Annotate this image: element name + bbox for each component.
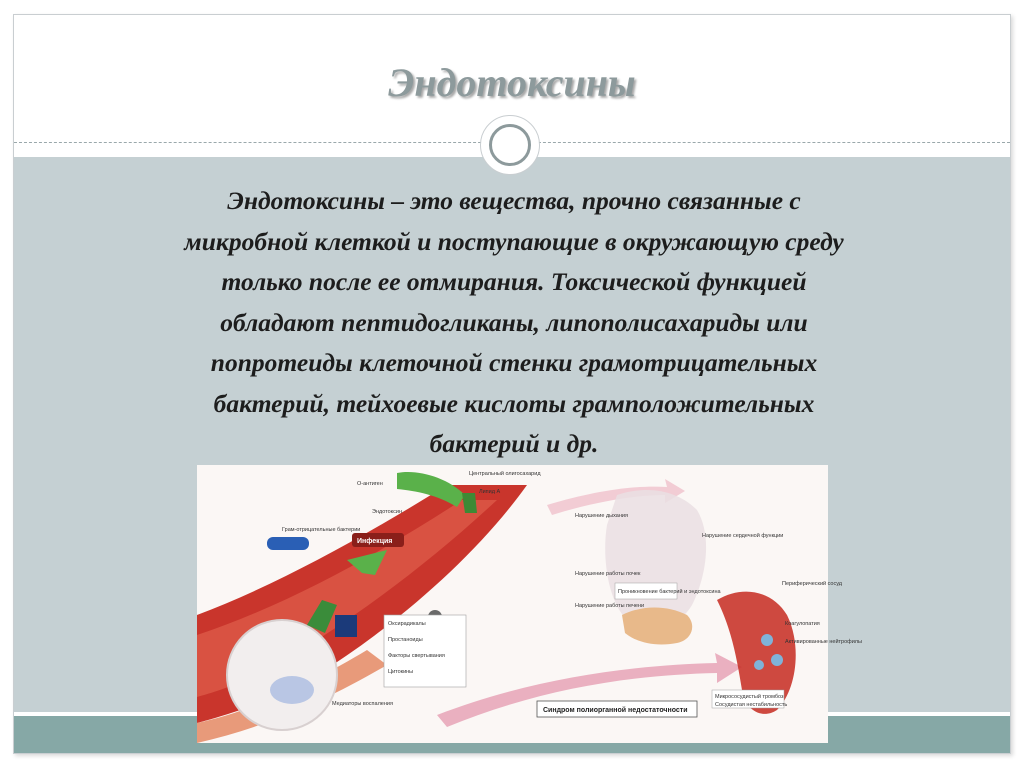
peripheral-vessel-label: Периферический сосуд [782, 581, 843, 587]
penetration-label: Проникновение бактерий и эндотоксина [618, 589, 721, 595]
receptor-label-box [335, 615, 357, 637]
heart-label: Нарушение сердечной функции [702, 533, 784, 539]
slide-title: Эндотоксины [388, 60, 636, 105]
kidney-label: Нарушение работы почек [575, 571, 641, 577]
infection-label: Инфекция [357, 538, 393, 545]
coagulation-label: Коагулопатия [785, 621, 820, 627]
paragraph-line: бактерий, тейхоевые кислоты грамположительных [213, 388, 815, 418]
gram-negative-label: Грам-отрицательные бактерии [282, 527, 361, 533]
illustration-svg [197, 465, 862, 743]
paragraph-line: обладают пептидогликаны, липополисахариды или [220, 307, 808, 337]
liver-label: Нарушение работы печени [575, 603, 645, 609]
mediators-label: Медиаторы воспаления [332, 701, 393, 707]
circle-ring [489, 124, 531, 166]
intestine-shape [622, 608, 692, 645]
microthrombus-label: Микрососудистый тромбоз [715, 694, 784, 700]
paragraph-line: микробной клеткой и поступающие в окружающую среду [184, 226, 844, 256]
cytokines-label: Цитокины [388, 669, 414, 675]
coagulation-factors-label: Факторы свертывания [388, 653, 445, 659]
paragraph-line: только после ее отмирания. Токсической функцией [221, 267, 807, 296]
endotoxin-illustration [197, 465, 862, 743]
neutrophil-icon [761, 634, 773, 646]
cell-nucleus [270, 676, 314, 704]
central-oligosaccharide-label: Центральный олигосахарид [469, 471, 541, 477]
macrophage-cell [227, 620, 337, 730]
bacterium-icon [267, 537, 309, 550]
neutrophil-icon [754, 660, 764, 670]
neutrophil-icon [771, 654, 783, 666]
slide [13, 14, 1011, 754]
mods-label: Синдром полиорганной недостаточности [543, 707, 688, 714]
endotoxin-label: Эндотоксин [372, 509, 402, 515]
oxyradicals-label: Оксирадикалы [388, 621, 426, 627]
o-antigen-label: О-антиген [357, 481, 383, 487]
neutrophils-label: Активированные нейтрофилы [785, 639, 862, 645]
paragraph-line: бактерий и др. [429, 429, 599, 458]
breathing-label: Нарушение дыхания [575, 513, 628, 519]
vascular-instability-label: Сосудистая нестабильность [715, 702, 788, 708]
circle-ornament [480, 115, 540, 175]
body-paragraph [84, 181, 944, 465]
prostanoids-label: Простаноиды [388, 637, 423, 643]
lipid-a-label: Липид A [479, 489, 501, 495]
paragraph-line: попротеиды клеточной стенки грамотрицательных [210, 348, 818, 377]
paragraph-line: Эндотоксины – это вещества, прочно связанные с [227, 186, 801, 215]
